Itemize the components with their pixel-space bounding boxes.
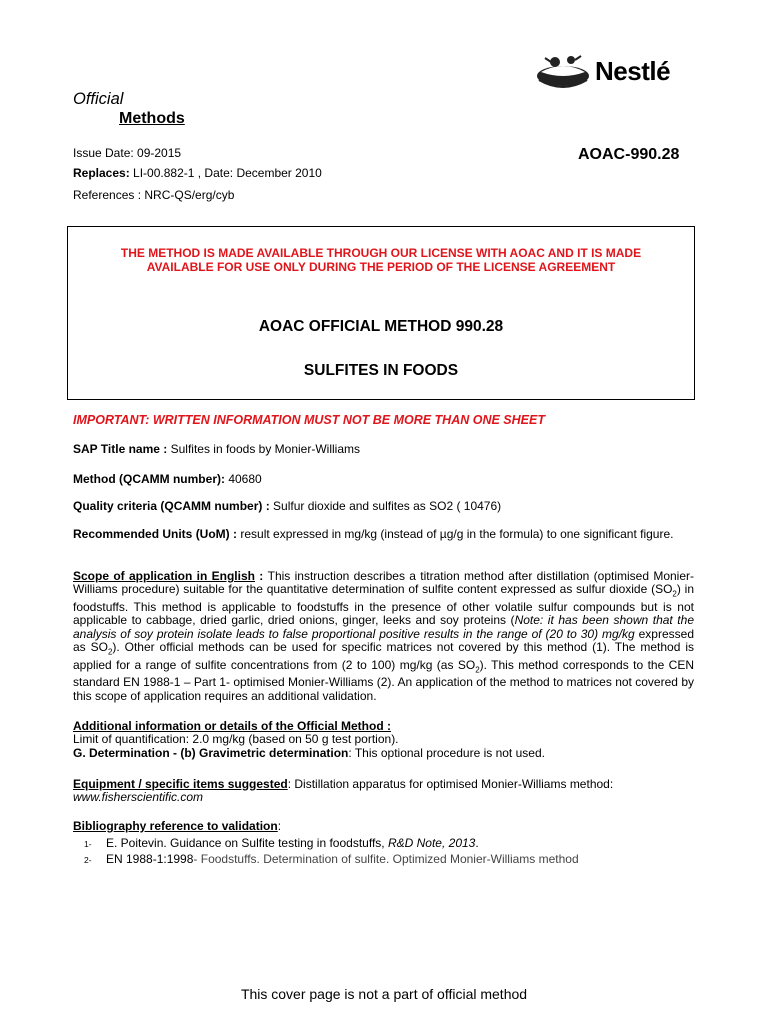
license-box [67, 226, 695, 400]
equipment-value: : Distillation apparatus for optimised Monier-Williams method: [287, 777, 614, 791]
scope-note: Note: it has been shown that the analysis of soy protein isolate leads to false proportional positive results in the range of (20 to 30) mg/kg [73, 613, 694, 641]
bib-text: E. Poitevin. Guidance on Sulfite testing in foodstuffs, [106, 836, 388, 850]
method-number [73, 473, 694, 486]
bib-title: - Foodstuffs. Determination of sulfite. Optimized Monier-Williams method [193, 852, 579, 866]
recommended-units [73, 528, 694, 541]
bib-number: 2- [84, 855, 92, 865]
references-line: References : NRC-QS/erg/cyb [73, 188, 235, 202]
method-label: Method (QCAMM number): [73, 472, 225, 486]
sap-title [73, 443, 694, 456]
bibliography-item [84, 852, 579, 866]
official-label: Official [73, 90, 124, 108]
replaces-line [73, 166, 322, 180]
scope-label: Scope of application in English [73, 569, 255, 583]
replaces-label: Replaces: [73, 166, 130, 180]
scope-paragraph [73, 570, 694, 703]
gravimetric-label: G. Determination - (b) Gravimetric determination [73, 745, 349, 760]
units-label: Recommended Units (UoM) : [73, 527, 238, 541]
scope-text-4: ). Other official methods can be used for specific matrices not covered by this method (1). The method is applied for a range of sulfite concentrations from (2 to 100) mg/kg (as SO [73, 639, 694, 672]
quality-criteria [73, 500, 694, 513]
scope-sub-1: 2 [672, 589, 677, 599]
units-value: result expressed in mg/kg (instead of µg/g in the formula) to one significant figure. [237, 527, 674, 541]
notice-line-1: THE METHOD IS MADE AVAILABLE THROUGH OUR LICENSE WITH AOAC AND IT IS MADE [120, 246, 642, 260]
scope-text-2: ) in foodstuffs. This method is applicable to foodstuffs in the presence of other volatile sulfur compounds but is not applicable to cabbage, dried garlic, dried onions, ginger, leeks and soy proteins ( [73, 582, 695, 628]
bibliography-item [84, 836, 479, 850]
quality-value: Sulfur dioxide and sulfites as SO2 ( 10476) [269, 499, 502, 513]
method-value: 40680 [224, 472, 262, 486]
box-title-subject: SULFITES IN FOODS [303, 362, 459, 379]
bib-italic: R&D Note, 2013 [387, 836, 476, 850]
bibliography-heading [73, 820, 694, 833]
quality-label: Quality criteria (QCAMM number) : [73, 499, 270, 513]
additional-info [73, 720, 694, 760]
bib-text: EN 1988-1:1998 [106, 852, 194, 866]
equipment-link[interactable]: www.fisherscientific.com [73, 790, 204, 805]
notice-line-2: AVAILABLE FOR USE ONLY DURING THE PERIOD OF THE LICENSE AGREEMENT [146, 260, 616, 274]
additional-label: Additional information or details of the Official Method : [73, 719, 391, 733]
scope-text-1: This instruction describes a titration method after distillation (optimised Monier-Williams procedure) suitable for the quantitative determination of sulfite content expressed as sulfur dioxide (SO [73, 569, 694, 597]
scope-text-5: ). This method corresponds to the CEN standard EN 1988-1 – Part 1- optimised Monier-Williams (2). An application of the method to matrices not covered by this scope of application requires an additional validation. [73, 657, 694, 703]
replaces-value: LI-00.882-1 , Date: December 2010 [133, 166, 322, 180]
license-notice [68, 246, 694, 274]
loq-line: Limit of quantification: 2.0 mg/kg (based on 50 g test portion). [73, 732, 399, 747]
footer-note: This cover page is not a part of official method [240, 986, 528, 1002]
methods-label: Methods [119, 110, 185, 127]
scope-sep: : [254, 569, 268, 583]
equipment-label: Equipment / specific items suggested [73, 777, 288, 791]
bibliography-colon: : [277, 819, 282, 833]
nestle-logo [533, 50, 703, 96]
bib-number: 1- [84, 839, 92, 849]
brand-wordmark: Nestlé [595, 56, 671, 86]
sap-label: SAP Title name : [73, 442, 168, 456]
box-title-method: AOAC OFFICIAL METHOD 990.28 [258, 318, 504, 335]
bib-end: . [475, 836, 479, 850]
important-notice: IMPORTANT: WRITTEN INFORMATION MUST NOT BE MORE THAN ONE SHEET [73, 413, 545, 427]
gravimetric-value: : This optional procedure is not used. [348, 745, 545, 760]
equipment [73, 778, 694, 805]
scope-sub-2: 2 [107, 647, 113, 657]
method-id: AOAC-990.28 [578, 146, 680, 163]
bibliography-label: Bibliography reference to validation [73, 819, 278, 833]
issue-date: Issue Date: 09-2015 [73, 146, 182, 160]
scope-sub-3: 2 [475, 664, 480, 674]
scope-text-3: expressed as SO [73, 626, 694, 654]
sap-value: Sulfites in foods by Monier-Williams [167, 442, 360, 456]
